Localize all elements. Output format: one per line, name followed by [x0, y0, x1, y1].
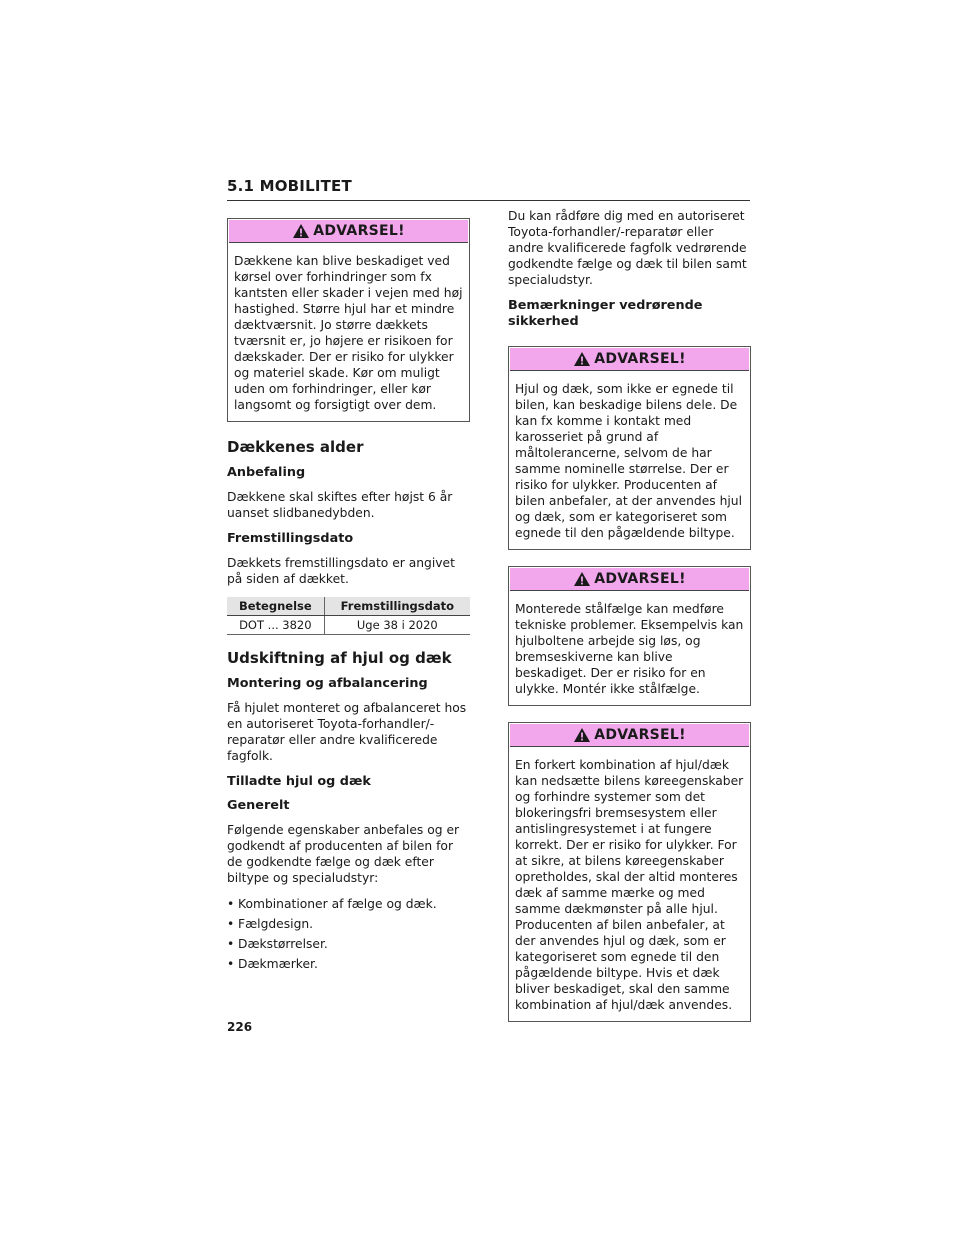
list-item: • Dækmærker.: [227, 956, 470, 972]
text-production-date: Dækkets fremstillingsdato er angivet på siden af dækket.: [227, 556, 455, 586]
warning-text: En forkert kombination af hjul/dæk kan nedsætte bilens køreegenskaber og forhindre systemer som det blokeringsfri bremsesystem eller antislingresystemet i at fungere korrekt. Der er risiko for ulykker. For at sikre, at bilens køreegenskaber opretholdes, skal der altid monteres dæk af samme mærke og med samme dækmønster på alle hjul. Producenten af bilen anbefaler, at der anvendes hjul og dæk, som er kategoriseret som egnede til den pågældende biltype. Hvis et dæk bliver beskadiget, skal den samme kombination af hjul/dæk anvendes.: [515, 758, 744, 1012]
warning-header: [229, 220, 468, 243]
table-header: Fremstillingsdato: [324, 597, 470, 616]
text-recommendation: Dækkene skal skiftes efter højst 6 år uanset slidbanedybden.: [227, 490, 453, 520]
table-header-row: [227, 597, 470, 616]
table-header: Betegnelse: [227, 597, 324, 616]
subheading-recommendation: Anbefaling: [227, 465, 306, 480]
warning-triangle-icon: [573, 571, 591, 587]
subheading-production-date: Fremstillingsdato: [227, 531, 354, 546]
table-cell: Uge 38 i 2020: [324, 616, 470, 635]
right-column: [508, 208, 751, 1038]
warning-title: ADVARSEL!: [594, 571, 686, 587]
heading-replacement: Udskiftning af hjul og dæk: [227, 649, 452, 667]
warning-triangle-icon: [573, 351, 591, 367]
section-title: 5.1 MOBILITET: [227, 177, 352, 195]
warning-title: ADVARSEL!: [313, 223, 405, 239]
left-column: [227, 218, 470, 976]
warning-header: [510, 724, 749, 747]
list-item: • Kombinationer af fælge og dæk.: [227, 896, 470, 912]
subheading-allowed: Tilladte hjul og dæk: [227, 774, 371, 789]
subheading-safety: Bemærkninger vedrørende sikkerhed: [508, 298, 703, 329]
warning-header: [510, 568, 749, 591]
warning-title: ADVARSEL!: [594, 351, 686, 367]
table-row: [227, 616, 470, 635]
warning-text: Hjul og dæk, som ikke er egnede til bilen, kan beskadige bilens dele. De kan fx komme i kontakt med karosseriet på grund af måltolerancerne, selvom de har samme nominelle størrelse. Der er risiko for ulykker. Producenten af bilen anbefaler, at der anvendes hjul og dæk, som er kategoriseret som egnede til den pågældende biltype.: [515, 382, 742, 540]
table-cell: DOT ... 3820: [227, 616, 324, 635]
warning-body: [509, 748, 750, 1021]
page-number: 226: [227, 1020, 253, 1034]
list-item: • Fælgdesign.: [227, 916, 470, 932]
text-general: Følgende egenskaber anbefales og er godkendt af producenten af bilen for de godkendte fælge og dæk efter biltype og specialudstyr:: [227, 823, 460, 885]
heading-tire-age: Dækkenes alder: [227, 438, 364, 456]
warning-triangle-icon: [292, 223, 310, 239]
warning-header: [510, 348, 749, 371]
text-intro: Du kan rådføre dig med en autoriseret Toyota-forhandler/-reparatør eller andre kvalificerede fagfolk vedrørende godkendte fælge og dæk til bilen samt specialudstyr.: [508, 209, 747, 287]
subheading-mounting: Montering og afbalancering: [227, 676, 428, 691]
warning-triangle-icon: [573, 727, 591, 743]
warning-text: Dækkene kan blive beskadiget ved kørsel over forhindringer som fx kantsten eller skader i vejen med høj hastighed. Større hjul har et mindre dæktværsnit. Jo større dækkets tværsnit er, jo højere er risikoen for dækskader. Der er risiko for ulykker og materiel skade. Kør om muligt uden om forhindringer, eller kør langsomt og forsigtigt over dem.: [234, 254, 463, 412]
warning-box: [508, 722, 751, 1022]
warning-title: ADVARSEL!: [594, 727, 686, 743]
section-header: [227, 176, 750, 201]
warning-body: [509, 372, 750, 549]
bullet-list: [227, 896, 470, 972]
warning-body: [509, 592, 750, 705]
warning-box: [227, 218, 470, 422]
warning-body: [228, 244, 469, 421]
warning-text: Monterede stålfælge kan medføre tekniske problemer. Eksempelvis kan hjulboltene arbejde sig løs, og bremseskiverne kan blive beskadiget. Der er risiko for en ulykke. Montér ikke stålfælge.: [515, 602, 744, 696]
warning-box: [508, 566, 751, 706]
warning-box: [508, 346, 751, 550]
list-item: • Dækstørrelser.: [227, 936, 470, 952]
text-mounting: Få hjulet monteret og afbalanceret hos en autoriseret Toyota-forhandler/-reparatør eller andre kvalificerede fagfolk.: [227, 701, 467, 763]
subheading-general: Generelt: [227, 798, 290, 813]
production-date-table: [227, 597, 470, 635]
